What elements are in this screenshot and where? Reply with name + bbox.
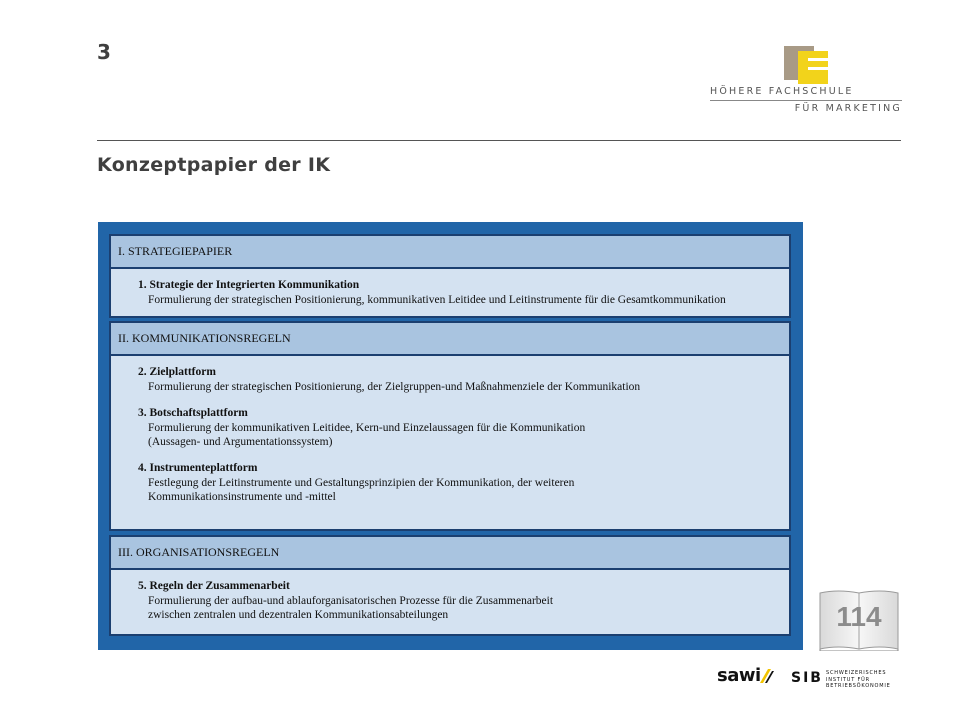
list-item bbox=[138, 406, 781, 449]
sawi-slash-icon bbox=[756, 667, 774, 685]
section-heading: I. STRATEGIEPAPIER bbox=[111, 236, 789, 269]
book-page-number: 114 bbox=[836, 601, 882, 632]
sib-logo: SIB bbox=[791, 670, 823, 686]
item-title: 3. Botschaftsplattform bbox=[138, 407, 248, 419]
list-item bbox=[138, 461, 781, 504]
sib-text-line: BETRIEBSÖKONOMIE bbox=[826, 683, 891, 689]
section-heading: II. KOMMUNIKATIONSREGELN bbox=[111, 323, 789, 356]
item-desc-line: Festlegung der Leitinstrumente und Gestaltungsprinzipien der Kommunikation, der weiteren bbox=[148, 477, 575, 489]
chapter-number: 3 bbox=[97, 40, 111, 64]
logo-text-line2: FÜR MARKETING bbox=[794, 103, 902, 114]
list-item bbox=[138, 579, 781, 622]
item-desc-line: Formulierung der strategischen Positionierung, kommunikativen Leitidee und Leitinstrumente für die Gesamtkommunikation bbox=[148, 294, 726, 306]
section-heading: III. ORGANISATIONSREGELN bbox=[111, 537, 789, 570]
item-desc-line: zwischen zentralen und dezentralen Kommunikationsabteilungen bbox=[148, 609, 449, 621]
sib-text-line: INSTITUT FÜR bbox=[826, 676, 870, 683]
item-desc-line: Formulierung der aufbau-und ablauforganisatorischen Prozesse für die Zusammenarbeit bbox=[148, 595, 554, 607]
item-description bbox=[138, 421, 781, 449]
item-desc-line: (Aussagen- und Argumentationssystem) bbox=[148, 436, 333, 448]
item-title: 4. Instrumenteplattform bbox=[138, 462, 258, 474]
item-desc-line: Kommunikationsinstrumente und -mittel bbox=[148, 491, 336, 503]
sib-logo-text bbox=[826, 670, 891, 690]
header-divider bbox=[97, 140, 901, 141]
item-description bbox=[138, 380, 781, 394]
sawi-logo: sawi bbox=[717, 665, 761, 686]
item-title: 5. Regeln der Zusammenarbeit bbox=[138, 580, 290, 592]
item-description bbox=[138, 476, 781, 504]
page-title: Konzeptpapier der IK bbox=[97, 154, 331, 176]
sib-text-line: SCHWEIZERISCHES bbox=[826, 670, 887, 676]
item-title: 2. Zielplattform bbox=[138, 366, 216, 378]
item-description bbox=[138, 293, 781, 307]
section-strategiepapier bbox=[109, 234, 791, 318]
item-description bbox=[138, 594, 781, 622]
list-item bbox=[138, 278, 781, 307]
book-reference bbox=[818, 589, 900, 651]
logo-divider bbox=[710, 100, 902, 101]
section-organisationsregeln bbox=[109, 535, 791, 636]
item-title: 1. Strategie der Integrierten Kommunikation bbox=[138, 279, 360, 291]
hfm-logo bbox=[708, 44, 904, 116]
concept-paper-frame bbox=[98, 222, 803, 650]
list-item bbox=[138, 365, 781, 394]
section-kommunikationsregeln bbox=[109, 321, 791, 531]
hfm-logo-mark-icon bbox=[784, 46, 834, 84]
item-desc-line: Formulierung der kommunikativen Leitidee, Kern-und Einzelaussagen für die Kommunikation bbox=[148, 422, 586, 434]
item-desc-line: Formulierung der strategischen Positionierung, der Zielgruppen-und Maßnahmenziele der Kommunikation bbox=[148, 381, 641, 393]
logo-text-line1: HÖHERE FACHSCHULE bbox=[710, 86, 854, 97]
